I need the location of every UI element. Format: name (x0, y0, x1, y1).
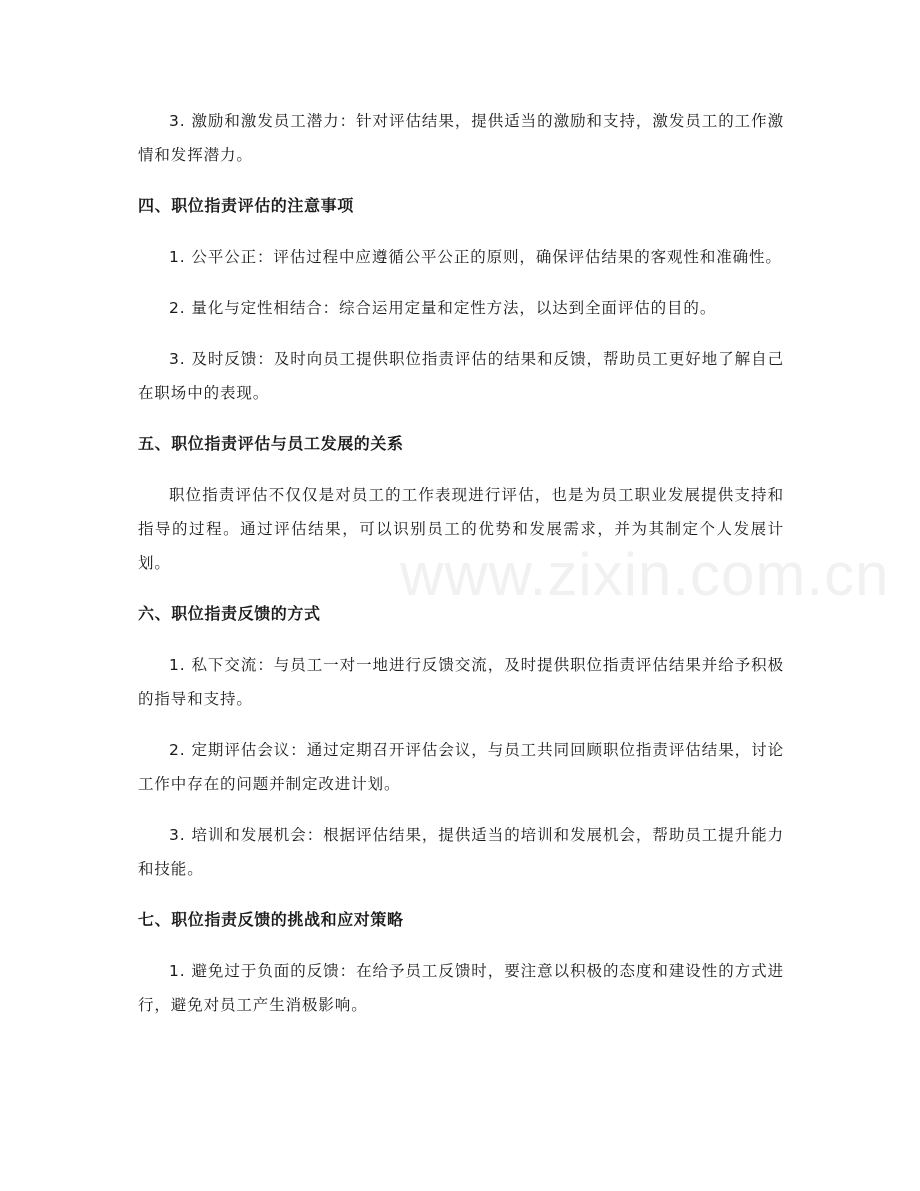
paragraph-evaluation-development: 职位指责评估不仅仅是对员工的工作表现进行评估，也是为员工职业发展提供支持和指导的过程。通过评估结果，可以识别员工的优势和发展需求，并为其制定个人发展计划。 (138, 486, 784, 572)
section-heading-5: 五、职位指责评估与员工发展的关系 (138, 434, 404, 453)
watermark: www.zixin.com.cn (400, 541, 890, 608)
document-body (138, 104, 784, 1039)
paragraph-fairness: 1. 公平公正：评估过程中应遵循公平公正的原则，确保评估结果的客观性和准确性。 (169, 248, 782, 266)
paragraph-private-talk: 1. 私下交流：与员工一对一地进行反馈交流，及时提供职位指责评估结果并给予积极的指导和支持。 (138, 656, 784, 708)
paragraph-training-opportunity: 3. 培训和发展机会：根据评估结果，提供适当的培训和发展机会，帮助员工提升能力和技能。 (138, 826, 784, 878)
paragraph-motivate-potential: 3. 激励和激发员工潜力：针对评估结果，提供适当的激励和支持，激发员工的工作激情和发挥潜力。 (138, 112, 784, 164)
paragraph-quant-qual: 2. 量化与定性相结合：综合运用定量和定性方法，以达到全面评估的目的。 (169, 299, 717, 317)
paragraph-avoid-negative: 1. 避免过于负面的反馈：在给予员工反馈时，要注意以积极的态度和建设性的方式进行，避免对员工产生消极影响。 (138, 962, 784, 1014)
section-heading-7: 七、职位指责反馈的挑战和应对策略 (138, 910, 404, 929)
paragraph-timely-feedback: 3. 及时反馈：及时向员工提供职位指责评估的结果和反馈，帮助员工更好地了解自己在职场中的表现。 (138, 350, 784, 402)
paragraph-regular-meeting: 2. 定期评估会议：通过定期召开评估会议，与员工共同回顾职位指责评估结果，讨论工作中存在的问题并制定改进计划。 (138, 741, 784, 793)
section-heading-6: 六、职位指责反馈的方式 (138, 604, 321, 623)
section-heading-4: 四、职位指责评估的注意事项 (138, 196, 354, 215)
